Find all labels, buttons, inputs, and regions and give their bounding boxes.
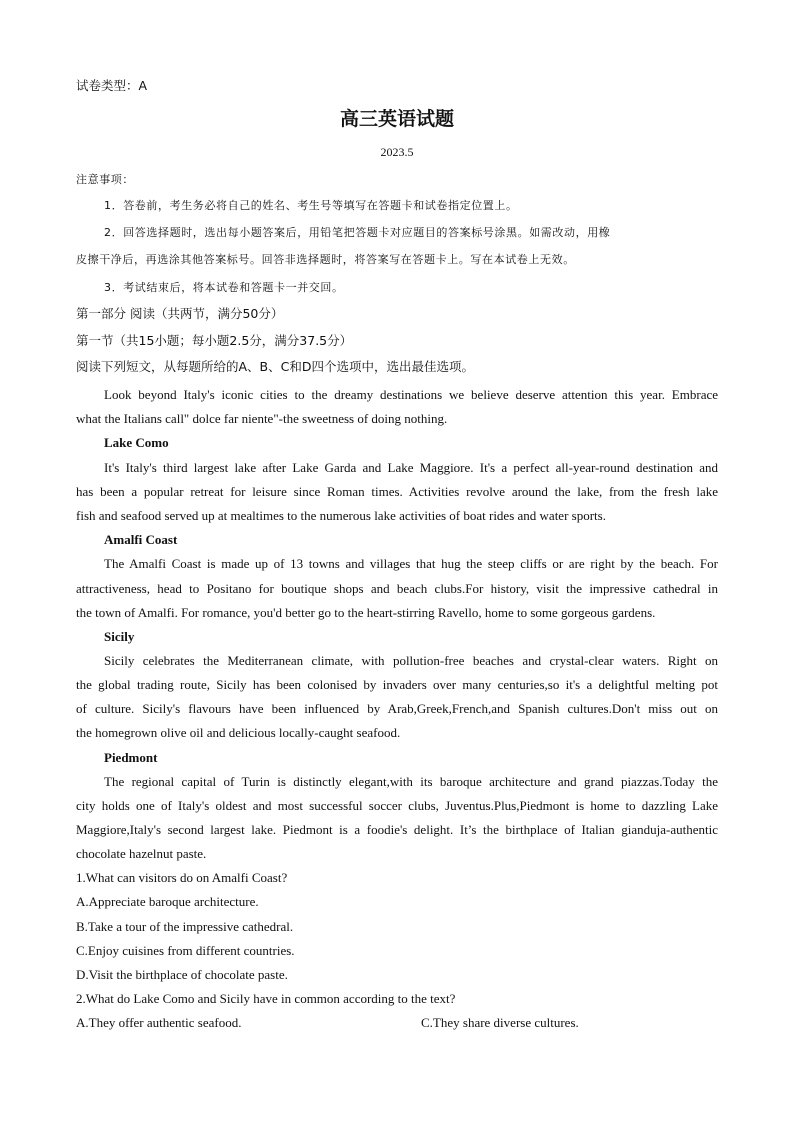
intro-line-1: Look beyond Italy's iconic cities to the dreamy destinations we believe deserve attention this year. Embrace — [104, 387, 718, 402]
sicily-line-1: Sicily celebrates the Mediterranean climate, with pollution-free beaches and crystal-clear waters. Right on — [104, 653, 718, 668]
notice-heading: 注意事项： — [76, 173, 134, 186]
sicily-line-2: the global trading route, Sicily has been colonised by invaders over many centuries,so it's a delightful melting pot — [76, 677, 718, 692]
lake-como-line-1: It's Italy's third largest lake after Lake Garda and Lake Maggiore. It's a perfect all-year-round destination and — [104, 460, 718, 475]
amalfi-line-3: the town of Amalfi. For romance, you'd better go to the heart-stirring Ravello, home to some gorgeous gardens. — [76, 605, 656, 620]
lake-como-line-3: fish and seafood served up at mealtimes to the numerous lake activities of boat rides and water sports. — [76, 508, 606, 523]
paper-type: 试卷类型：A — [76, 78, 148, 93]
question-1: 1.What can visitors do on Amalfi Coast? — [76, 870, 288, 885]
piedmont-line-3: Maggiore,Italy's second largest lake. Piedmont is a foodie's delight. It’s the birthplace of Italian gianduja-authentic — [76, 822, 718, 837]
question-1-option-d: D.Visit the birthplace of chocolate paste. — [76, 967, 288, 982]
piedmont-line-2: city holds one of Italy's oldest and most successful soccer clubs, Juventus.Plus,Piedmont is home to dazzling Lake — [76, 798, 718, 813]
amalfi-line-2: attractiveness, head to Positano for boutique shops and beach clubs.For history, visit the impressive cathedral in — [76, 581, 718, 596]
page-title: 高三英语试题 — [339, 108, 454, 130]
heading-sicily: Sicily — [104, 629, 135, 644]
notice-item-2-line-2: 皮擦干净后，再选涂其他答案标号。回答非选择题时，将答案写在答题卡上。写在本试卷上无效。 — [76, 253, 575, 266]
section-heading: 第一节（共15小题；每小题2.5分，满分37.5分） — [76, 333, 353, 348]
sicily-line-4: the homegrown olive oil and delicious locally-caught seafood. — [76, 725, 401, 740]
sicily-line-3: of culture. Sicily's flavours have been influenced by Arab,Greek,French,and Spanish cultures.Don't miss out on — [76, 701, 718, 716]
question-2-option-a: A.They offer authentic seafood. — [76, 1015, 242, 1030]
question-1-option-c: C.Enjoy cuisines from different countries. — [76, 943, 295, 958]
notice-item-1: 1．答卷前，考生务必将自己的姓名、考生号等填写在答题卡和试卷指定位置上。 — [104, 199, 518, 212]
exam-date: 2023.5 — [380, 145, 414, 159]
heading-amalfi-coast: Amalfi Coast — [104, 532, 178, 547]
heading-lake-como: Lake Como — [104, 435, 169, 450]
question-1-option-b: B.Take a tour of the impressive cathedral. — [76, 919, 294, 934]
lake-como-line-2: has been a popular retreat for leisure since Roman times. Activities revolve around the lake, from the fresh lake — [76, 484, 718, 499]
notice-item-3: 3．考试结束后，将本试卷和答题卡一并交回。 — [104, 281, 344, 294]
question-2: 2.What do Lake Como and Sicily have in common according to the text? — [76, 991, 456, 1006]
part-heading: 第一部分 阅读（共两节，满分50分） — [76, 306, 284, 321]
piedmont-line-1: The regional capital of Turin is distinctly elegant,with its baroque architecture and grand piazzas.Today the — [104, 774, 718, 789]
intro-line-2: what the Italians call" dolce far niente"-the sweetness of doing nothing. — [76, 411, 448, 426]
question-2-option-c: C.They share diverse cultures. — [421, 1015, 579, 1030]
instruction: 阅读下列短文，从每题所给的A、B、C和D四个选项中，选出最佳选项。 — [76, 359, 474, 374]
heading-piedmont: Piedmont — [104, 750, 158, 765]
notice-item-2-line-1: 2．回答选择题时，选出每小题答案后，用铅笔把答题卡对应题目的答案标号涂黑。如需改动，用橡 — [104, 226, 611, 239]
piedmont-line-4: chocolate hazelnut paste. — [76, 846, 207, 861]
question-1-option-a: A.Appreciate baroque architecture. — [76, 894, 259, 909]
amalfi-line-1: The Amalfi Coast is made up of 13 towns and villages that hug the steep cliffs or are right by the beach. For — [104, 556, 718, 571]
